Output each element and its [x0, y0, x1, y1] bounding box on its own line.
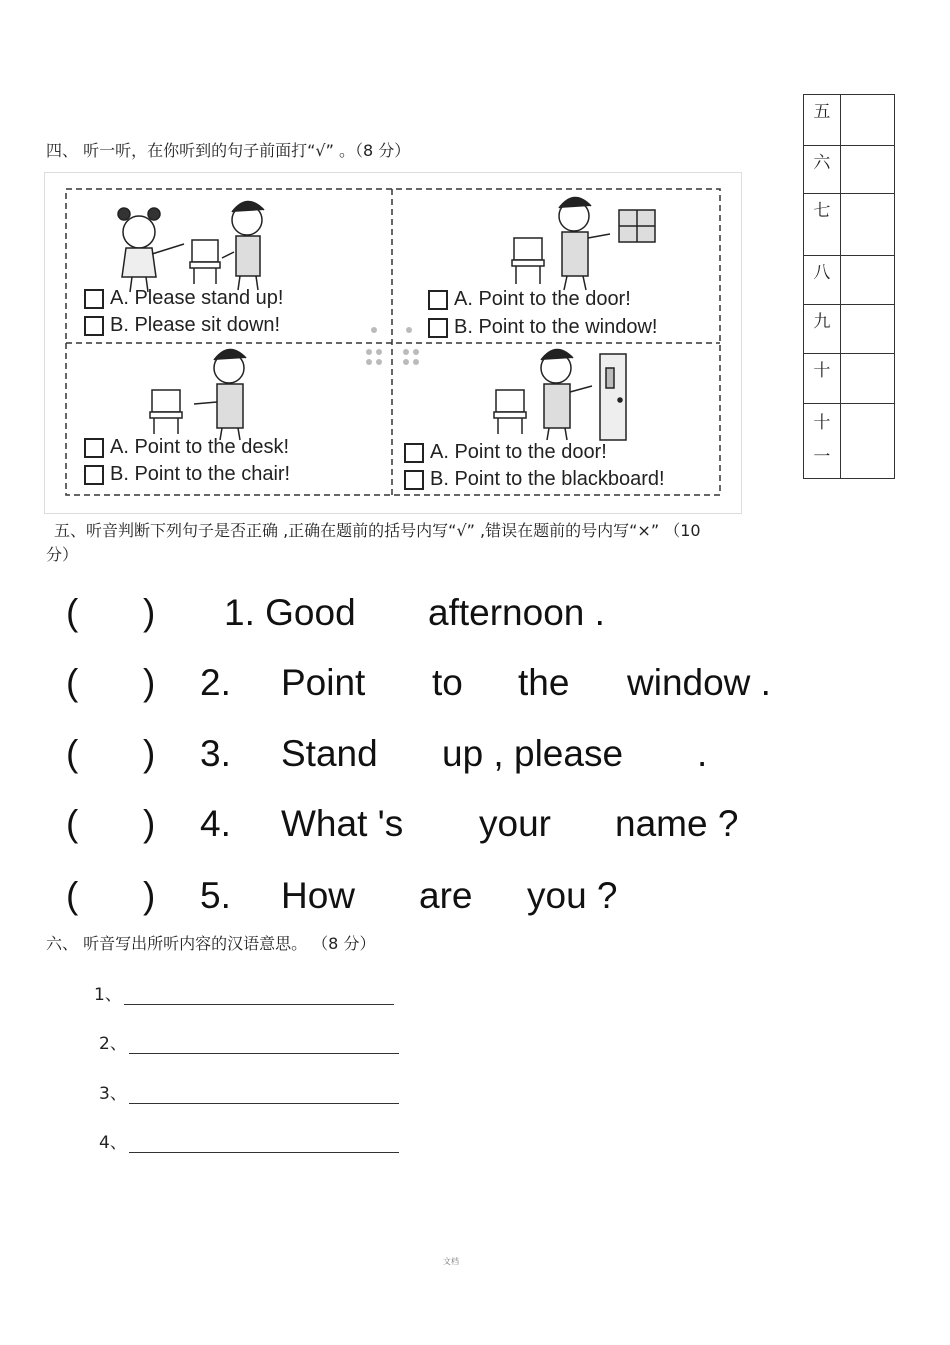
checkbox[interactable] [404, 443, 424, 463]
item-number: 4. [200, 803, 231, 844]
tf-item [0, 592, 950, 642]
section5-title-cont: 分） [46, 545, 79, 564]
answer-line[interactable] [129, 1087, 399, 1104]
answer-number: 1、 [94, 985, 122, 1005]
panel3-option-a: A. Point to the desk! [84, 436, 289, 459]
panel4-option-a: A. Point to the door! [404, 441, 607, 464]
answer-number: 3、 [99, 1084, 127, 1104]
item-word: are [419, 875, 473, 916]
item-word: to [432, 662, 463, 703]
checkbox[interactable] [84, 289, 104, 309]
door-icon [600, 354, 626, 440]
boy-figure-icon [559, 197, 610, 290]
section5-title: 五、听音判断下列句子是否正确 ,正确在题前的括号内写“√” ,错误在题前的号内写“×” （10 [54, 521, 701, 540]
panel1-option-a: A. Please stand up! [84, 287, 283, 310]
checkbox[interactable] [404, 470, 424, 490]
score-cell [840, 354, 894, 404]
item-word: How [281, 875, 356, 916]
item-number: 3. [200, 733, 231, 774]
item-number: 5. [200, 875, 231, 916]
score-label: 七 [804, 194, 841, 256]
score-label: 六 [804, 146, 841, 194]
item-number: 2. [200, 662, 231, 703]
item-word: . [697, 733, 708, 774]
checkbox[interactable] [428, 318, 448, 338]
item-word: the [518, 662, 570, 703]
answer-row [99, 1029, 399, 1054]
tf-item [0, 662, 950, 712]
answer-row [99, 1079, 399, 1104]
window-icon [619, 210, 655, 242]
chair-icon [512, 238, 544, 284]
answer-paren-close[interactable]: ) [143, 662, 156, 703]
section6-title: 六、 听音写出所听内容的汉语意思。 （8 分） [46, 934, 376, 953]
answer-number: 4、 [99, 1133, 127, 1153]
answer-paren-close[interactable]: ) [143, 875, 156, 916]
checkbox[interactable] [84, 316, 104, 336]
panel2-option-a: A. Point to the door! [428, 288, 631, 311]
item-word: 1. Good [224, 592, 356, 633]
item-word: you ? [527, 875, 618, 916]
answer-row [99, 1128, 399, 1153]
panel4-option-b: B. Point to the blackboard! [404, 468, 665, 491]
checkbox[interactable] [84, 465, 104, 485]
panel2-option-b: B. Point to the window! [428, 316, 657, 339]
girl-figure-icon [118, 208, 184, 292]
answer-paren-open[interactable]: ( [66, 733, 79, 774]
score-table [803, 94, 895, 479]
boy-figure-icon [222, 201, 264, 290]
item-word: window . [627, 662, 771, 703]
panel1-option-b: B. Please sit down! [84, 314, 280, 337]
score-cell [840, 305, 894, 354]
section4-title: 四、 听一听，在你听到的句子前面打“√” 。（8 分） [46, 141, 411, 160]
score-cell [840, 256, 894, 305]
answer-line[interactable] [124, 988, 394, 1005]
item-word: name ? [615, 803, 739, 844]
tf-item [0, 803, 950, 853]
chair-icon [190, 240, 220, 284]
item-word: What 's [281, 803, 404, 844]
boy-figure-icon [194, 349, 246, 440]
item-word: Stand [281, 733, 378, 774]
answer-paren-open[interactable]: ( [66, 803, 79, 844]
checkbox[interactable] [428, 290, 448, 310]
score-cell [840, 194, 894, 256]
item-word: afternoon . [428, 592, 605, 633]
tf-item [0, 875, 950, 925]
boy-figure-icon [541, 349, 592, 440]
item-word: up , please [442, 733, 624, 774]
score-cell [840, 404, 894, 479]
answer-paren-open[interactable]: ( [66, 662, 79, 703]
answer-paren-close[interactable]: ) [143, 592, 156, 633]
footer-mark: 文档 [443, 1257, 459, 1266]
score-cell [840, 95, 894, 146]
checkbox[interactable] [84, 438, 104, 458]
tf-item [0, 733, 950, 783]
answer-paren-close[interactable]: ) [143, 733, 156, 774]
score-label: 十 [804, 354, 841, 404]
answer-number: 2、 [99, 1034, 127, 1054]
answer-paren-close[interactable]: ) [143, 803, 156, 844]
score-label: 八 [804, 256, 841, 305]
score-label: 九 [804, 305, 841, 354]
item-word: your [479, 803, 551, 844]
answer-line[interactable] [129, 1136, 399, 1153]
answer-line[interactable] [129, 1037, 399, 1054]
score-label: 五 [804, 95, 841, 146]
score-label: 十 一 [804, 404, 841, 479]
panel3-option-b: B. Point to the chair! [84, 463, 290, 486]
chair-icon [150, 390, 182, 434]
item-word: Point [281, 662, 366, 703]
answer-row [94, 980, 394, 1005]
answer-paren-open[interactable]: ( [66, 875, 79, 916]
chair-icon [494, 390, 526, 434]
score-cell [840, 146, 894, 194]
answer-paren-open[interactable]: ( [66, 592, 79, 633]
